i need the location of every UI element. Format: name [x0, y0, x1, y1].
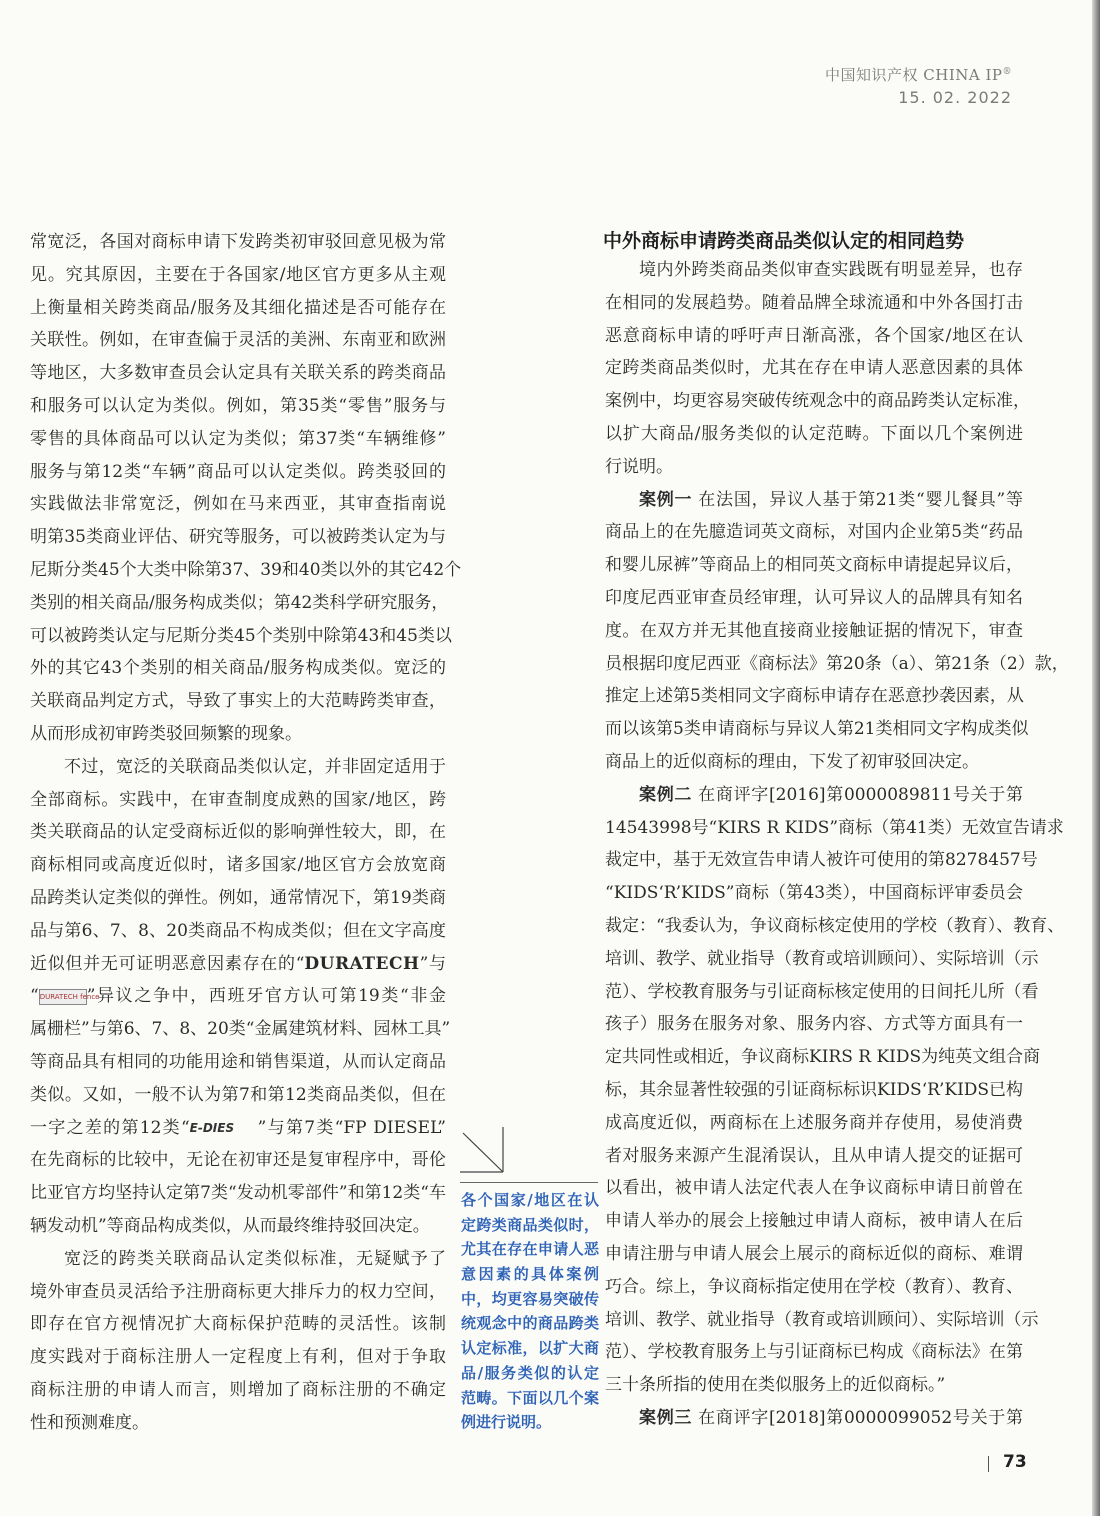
text-line: 明第35类商业评估、研究等服务，可以被跨类认定为与	[30, 527, 446, 548]
section-heading: 中外商标申请跨类商品类似认定的相同趋势	[603, 230, 965, 252]
text-line: 行说明。	[605, 456, 673, 477]
text-line: 裁定：“我委认为，争议商标核定使用的学校（教育）、教育、	[605, 915, 1065, 936]
text-line: 范）、学校教育服务上与引证商标已构成《商标法》在第	[605, 1342, 1023, 1363]
pull-quote-line: 尤其在存在申请人恶	[461, 1240, 599, 1259]
pull-quote-line: 统观念中的商品跨类	[461, 1314, 599, 1333]
text-line: 品与第6、7、8、20类商品不构成类似；但在文字高度	[30, 920, 446, 941]
trademark-logo: E-DIES	[189, 1121, 235, 1136]
text-line: 不过，宽泛的关联商品类似认定，并非固定适用于	[64, 756, 446, 777]
scan-edge	[1092, 0, 1100, 1516]
text-line: 案例二 在商评字[2016]第0000089811号关于第	[639, 784, 1024, 805]
text-line: “KIDS‘R’KIDS”商标（第43类），中国商标评审委员会	[605, 883, 1023, 904]
text-segment: ”异议之争中，西班牙官方认可第19类“非金	[86, 986, 446, 1007]
registered-mark: ®	[1002, 67, 1012, 77]
text-line: 申请注册与申请人展会上展示的商标近似的商标、难谓	[605, 1243, 1023, 1264]
page-number-bar	[988, 1456, 989, 1472]
right-column	[605, 254, 1069, 1435]
text-line: 巧合。综上，争议商标指定使用在学校（教育）、教育、	[605, 1276, 1023, 1297]
text-line: 培训、教学、就业指导（教育或培训顾问）、实际培训（示	[605, 1309, 1039, 1330]
text-line: 者对服务来源产生混淆误认，且从申请人提交的证据可	[605, 1145, 1023, 1166]
text-line: 孩子）服务在服务对象、服务内容、方式等方面具有一	[605, 1014, 1023, 1035]
paragraph	[605, 1402, 1023, 1435]
text-line: 尼斯分类45个大类中除第37、39和40类以外的其它42个	[30, 559, 462, 580]
paragraph	[30, 226, 462, 751]
text-line: 和服务可以认定为类似。例如，第35类“零售”服务与	[30, 395, 446, 416]
text-line	[30, 980, 446, 1013]
text-line: 范）、学校教育服务与引证商标核定使用的日间托儿所（看	[605, 981, 1039, 1002]
text-line: 度实践对于商标注册人一定程度上有利，但对于争取	[30, 1347, 446, 1368]
text-line: 案例一 在法国，异议人基于第21类“婴儿餐具”等	[639, 489, 1024, 510]
issue-date: 15. 02. 2022	[898, 88, 1012, 107]
text-line: 在先商标的比较中，无论在初审还是复审程序中，哥伦	[30, 1150, 446, 1171]
text-line: 关联商品判定方式，导致了事实上的大范畴跨类审查，	[30, 691, 446, 712]
text-line: 常宽泛，各国对商标申请下发跨类初审驳回意见极为常	[30, 232, 446, 252]
text-line: 境内外跨类商品类似审查实践既有明显差异，也存	[639, 260, 1023, 280]
text-line	[30, 948, 446, 981]
text-segment: ”与第7类“FP DIESEL”	[257, 1117, 446, 1138]
text-line: 等地区，大多数审查员会认定具有关联关系的跨类商品	[30, 363, 446, 384]
publication-name	[825, 64, 1012, 85]
text-line	[30, 1112, 446, 1145]
text-line: 类别的相关商品/服务构成类似；第42类科学研究服务，	[30, 592, 449, 613]
text-line: 宽泛的跨类关联商品认定类似标准，无疑赋予了	[64, 1248, 446, 1269]
text-line: 辆发动机”等商品构成类似，从而最终维持驳回决定。	[30, 1215, 430, 1236]
arrow-icon	[460, 1125, 505, 1175]
text-line: 以扩大商品/服务类似的认定范畴。下面以几个案例进	[605, 423, 1023, 444]
left-column	[30, 226, 462, 1439]
text-line: 见。究其原因，主要在于各国家/地区官方更多从主观	[30, 264, 446, 285]
text-line: 比亚官方均坚持认定第7类“发动机零部件”和第12类“车	[30, 1183, 446, 1204]
text-segment: ”与	[419, 953, 446, 974]
text-segment: “	[30, 986, 39, 1007]
text-line: 定跨类商品类似时，尤其在存在申请人恶意因素的具体	[605, 358, 1023, 379]
text-line: 全部商标。实践中，在审查制度成熟的国家/地区，跨	[30, 789, 446, 810]
paragraph	[30, 751, 451, 1243]
text-line: 而以该第5类申请商标与异议人第21类相同文字构成类似	[605, 719, 1029, 740]
text-line: 以看出，被申请人法定代表人在争议商标申请日前曾在	[605, 1178, 1023, 1199]
text-line: 上衡量相关跨类商品/服务及其细化描述是否可能存在	[30, 297, 446, 318]
text-line: 类关联商品的认定受商标近似的影响弹性较大，即，在	[30, 822, 446, 843]
pull-quote-line: 范畴。下面以几个案	[461, 1388, 599, 1407]
case-label: 案例三	[639, 1407, 693, 1428]
text-line: 等商品具有相同的功能用途和销售渠道，从而认定商品	[30, 1051, 446, 1072]
text-line: 恶意商标申请的呼吁声日渐高涨，各个国家/地区在认	[605, 325, 1023, 346]
text-line: 商品上的近似商标的理由，下发了初审驳回决定。	[605, 751, 979, 772]
case-label: 案例一	[639, 489, 693, 510]
text-line: 服务与第12类“车辆”商品可以认定类似。跨类驳回的	[30, 461, 446, 482]
paragraph	[30, 1243, 446, 1440]
pull-quote-line: 中，均更容易突破传	[461, 1289, 599, 1308]
text-line: 员根据印度尼西亚《商标法》第20条（a）、第21条（2）款，	[605, 653, 1069, 674]
text-line: 定共同性或相近，争议商标KIRS R KIDS为纯英文组合商	[605, 1047, 1041, 1068]
text-line: 属栅栏”与第6、7、8、20类“金属建筑材料、园林工具”	[30, 1019, 451, 1040]
paragraph	[605, 484, 1069, 779]
text-line: 外的其它43个类别的相关商品/服务构成类似。宽泛的	[30, 658, 446, 679]
trademark-logo: DURATECH fence	[39, 989, 87, 1005]
text-line: 三十条所指的使用在类似服务上的近似商标。”	[605, 1375, 946, 1396]
text-line: 成高度近似，两商标在上述服务商并存使用，易使消费	[605, 1112, 1023, 1133]
text-line: 从而形成初审跨类驳回频繁的现象。	[30, 723, 302, 744]
text-line: 类似。又如，一般不认为第7和第12类商品类似，但在	[30, 1084, 446, 1105]
pull-quote-line: 认定标准，以扩大商	[461, 1339, 599, 1358]
text-line: 可以被跨类认定与尼斯分类45个类别中除第43和45类以	[30, 625, 452, 646]
text-line: 和婴儿尿裤”等商品上的相同英文商标申请提起异议后，	[605, 555, 1023, 576]
text-line: 商品上的在先臆造词英文商标，对国内企业第5类“药品	[605, 522, 1023, 543]
pull-quote-line: 意因素的具体案例	[461, 1265, 599, 1284]
text-line: 关联性。例如，在审查偏于灵活的美洲、东南亚和欧洲	[30, 330, 446, 351]
text-segment: 近似但并无可证明恶意因素存在的“	[30, 953, 305, 974]
text-line: 即存在官方视情况扩大商标保护范畴的灵活性。该制	[30, 1314, 446, 1335]
text-line: 标，其余显著性较强的引证商标标识KIDS‘R’KIDS已构	[605, 1079, 1024, 1100]
trademark-word: DURATECH	[304, 953, 420, 974]
text-line: 度。在双方并无其他直接商业接触证据的情况下，审查	[605, 620, 1023, 641]
text-line: 裁定中，基于无效宣告申请人被许可使用的第8278457号	[605, 850, 1038, 871]
publication-title: 中国知识产权 CHINA IP	[825, 66, 1003, 84]
text-segment: 一字之差的第12类“	[30, 1117, 190, 1138]
text-line: 商标注册的申请人而言，则增加了商标注册的不确定	[30, 1379, 446, 1400]
page-number: 73	[1003, 1452, 1027, 1472]
text-line: 案例三 在商评字[2018]第0000099052号关于第	[639, 1407, 1024, 1428]
text-line: 境外审查员灵活给予注册商标更大排斥力的权力空间，	[30, 1281, 446, 1302]
text-line: 在相同的发展趋势。随着品牌全球流通和中外各国打击	[605, 292, 1023, 313]
text-line: 实践做法非常宽泛，例如在马来西亚，其审查指南说	[30, 494, 446, 515]
text-line: 培训、教学、就业指导（教育或培训顾问）、实际培训（示	[605, 948, 1039, 969]
text-line: 案例中，均更容易突破传统观念中的商品跨类认定标准，	[605, 391, 1030, 412]
paragraph	[605, 254, 1030, 484]
text-line: 印度尼西亚审查员经审理，认可异议人的品牌具有知名	[605, 587, 1023, 608]
divider	[460, 1182, 598, 1183]
text-line: 推定上述第5类相同文字商标申请存在恶意抄袭因素，从	[605, 686, 1024, 707]
pull-quote-line: 例进行说明。	[461, 1413, 552, 1432]
pull-quote-line: 品/服务类似的认定	[461, 1363, 599, 1382]
pull-quote-line: 各个国家/地区在认	[461, 1191, 599, 1209]
text-line: 品跨类认定类似的弹性。例如，通常情况下，第19类商	[30, 887, 446, 908]
text-line: 申请人举办的展会上接触过申请人商标，被申请人在后	[605, 1211, 1023, 1232]
text-line: 商标相同或高度近似时，诸多国家/地区官方会放宽商	[30, 855, 446, 876]
text-line: 零售的具体商品可以认定为类似；第37类“车辆维修”	[30, 428, 446, 449]
pull-quote	[461, 1188, 599, 1435]
paragraph	[605, 779, 1065, 1402]
text-line: 14543998号“KIRS R KIDS”商标（第41类）无效宣告请求	[605, 817, 1064, 838]
pull-quote-line: 定跨类商品类似时，	[461, 1215, 599, 1234]
case-label: 案例二	[639, 784, 693, 805]
text-line: 性和预测难度。	[30, 1412, 149, 1433]
